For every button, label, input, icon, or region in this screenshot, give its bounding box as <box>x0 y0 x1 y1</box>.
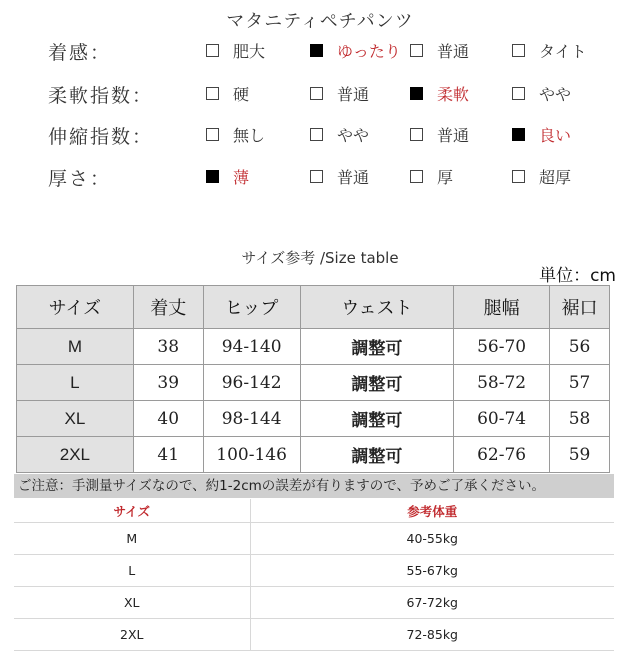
option-checkbox <box>206 124 265 144</box>
table-cell: 56 <box>550 329 610 365</box>
table-cell: L <box>14 555 250 587</box>
attribute-label: 柔軟指数： <box>48 85 154 107</box>
attribute-row-fit <box>0 38 640 68</box>
table-cell: 67-72kg <box>250 587 614 619</box>
table-cell: 56-70 <box>454 329 550 365</box>
checkbox-icon <box>206 87 219 100</box>
option-checkbox <box>206 40 265 60</box>
option-label: タイト <box>539 41 587 61</box>
checkbox-icon <box>410 170 423 183</box>
column-header: 着丈 <box>133 286 203 329</box>
weight-table-header-row <box>14 499 614 523</box>
option-label: 普通 <box>337 84 370 104</box>
checkbox-icon <box>310 170 323 183</box>
option-label: 薄 <box>233 167 250 187</box>
option-checkbox <box>410 124 469 144</box>
table-row <box>14 587 614 619</box>
option-checkbox <box>206 166 249 186</box>
table-cell: 55-67kg <box>250 555 614 587</box>
table-cell: 40 <box>133 401 203 437</box>
table-cell: 2XL <box>14 619 250 651</box>
table-cell: 98-144 <box>203 401 300 437</box>
size-cell: M <box>17 329 134 365</box>
table-cell: 41 <box>133 437 203 473</box>
option-checkbox <box>410 83 469 103</box>
table-cell: XL <box>14 587 250 619</box>
checkbox-icon <box>310 128 323 141</box>
table-row <box>17 365 610 401</box>
option-checkbox <box>310 83 369 103</box>
option-label: 普通 <box>337 167 370 187</box>
option-checkbox <box>410 40 469 60</box>
option-label: 超厚 <box>539 167 572 187</box>
table-cell: 62-76 <box>454 437 550 473</box>
option-checkbox <box>410 166 453 186</box>
weight-table <box>14 499 614 651</box>
table-cell: 100-146 <box>203 437 300 473</box>
option-checkbox <box>512 124 571 144</box>
attribute-label: 着感： <box>48 42 112 64</box>
size-table <box>16 285 610 473</box>
option-label: 肥大 <box>233 41 266 61</box>
checkbox-icon <box>206 44 219 57</box>
checked-box-icon <box>512 128 525 141</box>
product-title: マタニティペチパンツ <box>226 11 414 32</box>
size-cell: 2XL <box>17 437 134 473</box>
column-header: サイズ <box>17 286 134 329</box>
table-cell: 58 <box>550 401 610 437</box>
table-cell: 38 <box>133 329 203 365</box>
table-cell: 調整可 <box>300 329 454 365</box>
option-label: 硬 <box>233 84 250 104</box>
table-cell: 59 <box>550 437 610 473</box>
column-header: サイズ <box>14 499 250 523</box>
attribute-row-thickness <box>0 164 640 194</box>
table-row <box>17 437 610 473</box>
option-checkbox <box>206 83 249 103</box>
size-table-title: サイズ参考 /Size table <box>241 249 399 267</box>
option-label: 良い <box>539 125 572 145</box>
checked-box-icon <box>310 44 323 57</box>
option-label: 無し <box>233 125 266 145</box>
attribute-label: 厚さ： <box>48 168 112 190</box>
checkbox-icon <box>410 44 423 57</box>
table-cell: 調整可 <box>300 401 454 437</box>
checked-box-icon <box>206 170 219 183</box>
table-row <box>14 619 614 651</box>
option-checkbox <box>512 83 571 103</box>
table-cell: 96-142 <box>203 365 300 401</box>
checkbox-icon <box>512 87 525 100</box>
table-row <box>14 555 614 587</box>
checked-box-icon <box>410 87 423 100</box>
size-table-header-row <box>17 286 610 329</box>
table-cell: 調整可 <box>300 365 454 401</box>
checkbox-icon <box>512 170 525 183</box>
checkbox-icon <box>310 87 323 100</box>
table-cell: 58-72 <box>454 365 550 401</box>
attribute-row-softness <box>0 81 640 111</box>
size-cell: L <box>17 365 134 401</box>
option-checkbox <box>512 40 587 60</box>
option-checkbox <box>310 124 369 144</box>
option-label: やや <box>337 125 370 145</box>
attribute-label: 伸縮指数： <box>48 126 154 148</box>
size-cell: XL <box>17 401 134 437</box>
option-label: 普通 <box>437 125 470 145</box>
table-cell: 57 <box>550 365 610 401</box>
table-cell: 72-85kg <box>250 619 614 651</box>
option-label: 普通 <box>437 41 470 61</box>
checkbox-icon <box>410 128 423 141</box>
column-header: ヒップ <box>203 286 300 329</box>
option-checkbox <box>310 40 401 60</box>
table-cell: 調整可 <box>300 437 454 473</box>
option-label: やや <box>539 84 572 104</box>
option-label: 柔軟 <box>437 84 470 104</box>
checkbox-icon <box>206 128 219 141</box>
table-cell: 39 <box>133 365 203 401</box>
option-checkbox <box>512 166 571 186</box>
table-cell: M <box>14 523 250 555</box>
attribute-row-stretch <box>0 122 640 152</box>
table-row <box>14 523 614 555</box>
column-header: ウェスト <box>300 286 454 329</box>
option-checkbox <box>310 166 369 186</box>
column-header: 参考体重 <box>250 499 614 523</box>
option-label: ゆったり <box>337 41 401 61</box>
checkbox-icon <box>512 44 525 57</box>
column-header: 腿幅 <box>454 286 550 329</box>
table-row <box>17 401 610 437</box>
table-cell: 40-55kg <box>250 523 614 555</box>
table-cell: 60-74 <box>454 401 550 437</box>
option-label: 厚 <box>437 167 454 187</box>
measurement-notice: ご注意：手測量サイズなので、約1-2cmの誤差が有りますので、予めご了承ください。 <box>14 474 614 498</box>
table-cell: 94-140 <box>203 329 300 365</box>
table-row <box>17 329 610 365</box>
column-header: 裾口 <box>550 286 610 329</box>
unit-label: 単位：cm <box>539 266 616 286</box>
